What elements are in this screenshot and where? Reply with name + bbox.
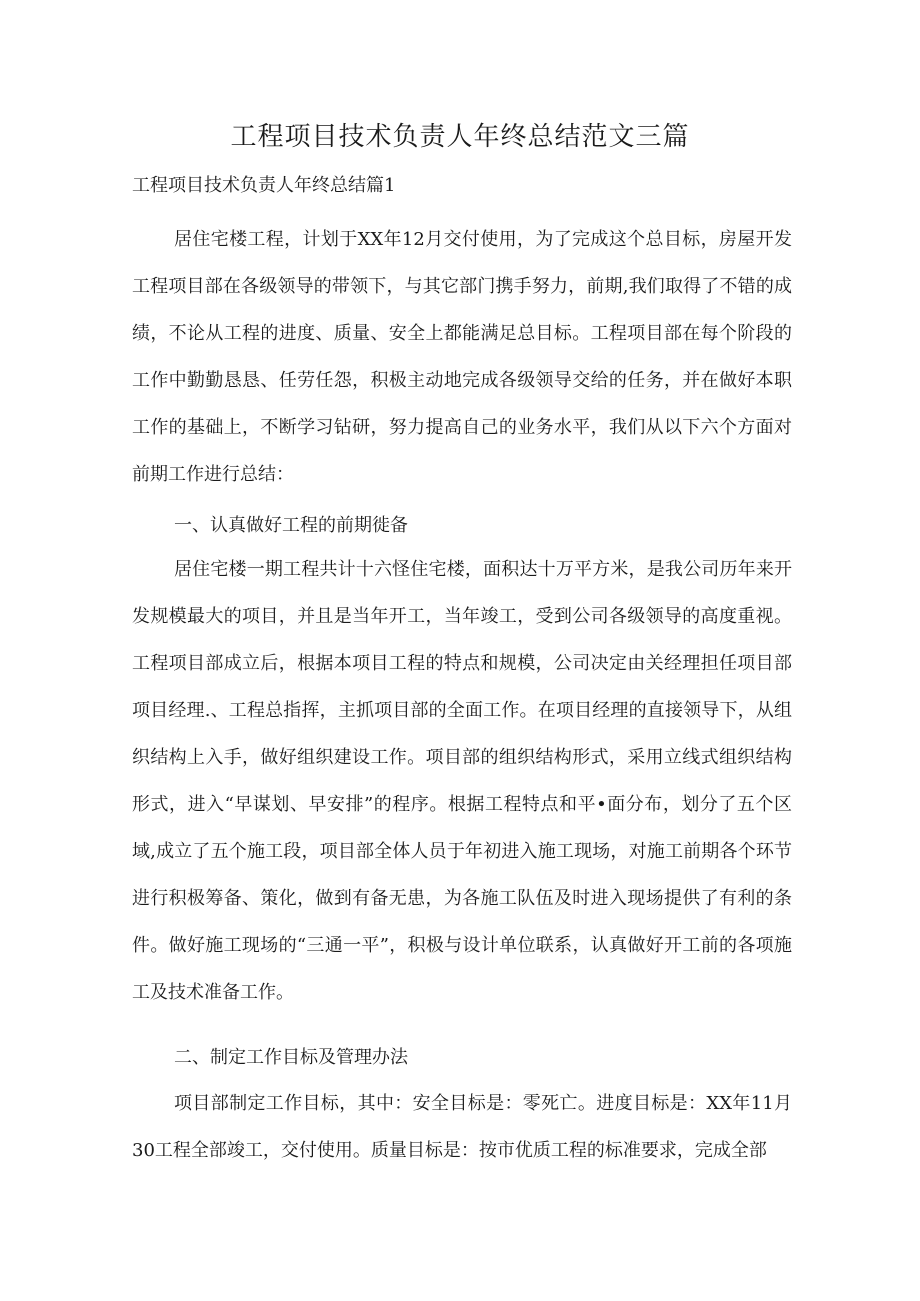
paragraph-targets: 项目部制定工作目标，其中：安全目标是：零死亡。进度目标是：XX年11月30工程全部竣工，交付使用。质量目标是：按市优质工程的标准要求，完成全部 xyxy=(132,1093,792,1161)
heading-preparation: 一、认真做好工程的前期徙备 xyxy=(174,515,408,536)
paragraph-preparation: 居住宅楼一期工程共计十六怪住宅楼，面积达十万平方米，是我公司历年来开发规模最大的项目，并且是当年开工，当年竣工，受到公司各级领导的高度重视。工程项目部成立后，根据本项目工程的特点和规模，公司决定由关经理担任项目部项目经理.、工程总指挥，主抓项目部的全面工作。在项目经理的直接领导下，从组织结构上入手，做好组织建设工作。项目部的组织结构形式，采用立线式组织结构形式，进入“早谋划、早安排”的程序。根据工程特点和平•面分布，划分了五个区域,成立了五个施工段，项目部全体人员于年初进入施工现场，对施工前期各个环节进行积极筹备、策化，做到有备无患，为各施工队伍及时进入现场提供了有利的条件。做好施工现场的“三通一平”，积极与设计单位联系，认真做好开工前的各项施工及技术准备工作。 xyxy=(132,559,792,1003)
section-title: 工程项目技术负责人年终总结篇1 xyxy=(132,175,396,196)
document-title: 工程项目技术负责人年终总结范文三篇 xyxy=(230,122,690,152)
heading-targets: 二、制定工作目标及管理办法 xyxy=(174,1047,408,1068)
paragraph-intro: 居住宅楼工程，计划于XX年12月交付使用，为了完成这个总目标，房屋开发工程项目部在各级领导的带领下，与其它部门携手努力，前期,我们取得了不错的成绩，不论从工程的进度、质量、安全上都能满足总目标。工程项目部在每个阶段的工作中勤勤恳恳、任劳任怨，积极主动地完成各级领导交给的任务，并在做好本职工作的基础上，不断学习钻研，努力提高自己的业务水平，我们从以下六个方面对前期工作进行总结： xyxy=(132,229,792,485)
